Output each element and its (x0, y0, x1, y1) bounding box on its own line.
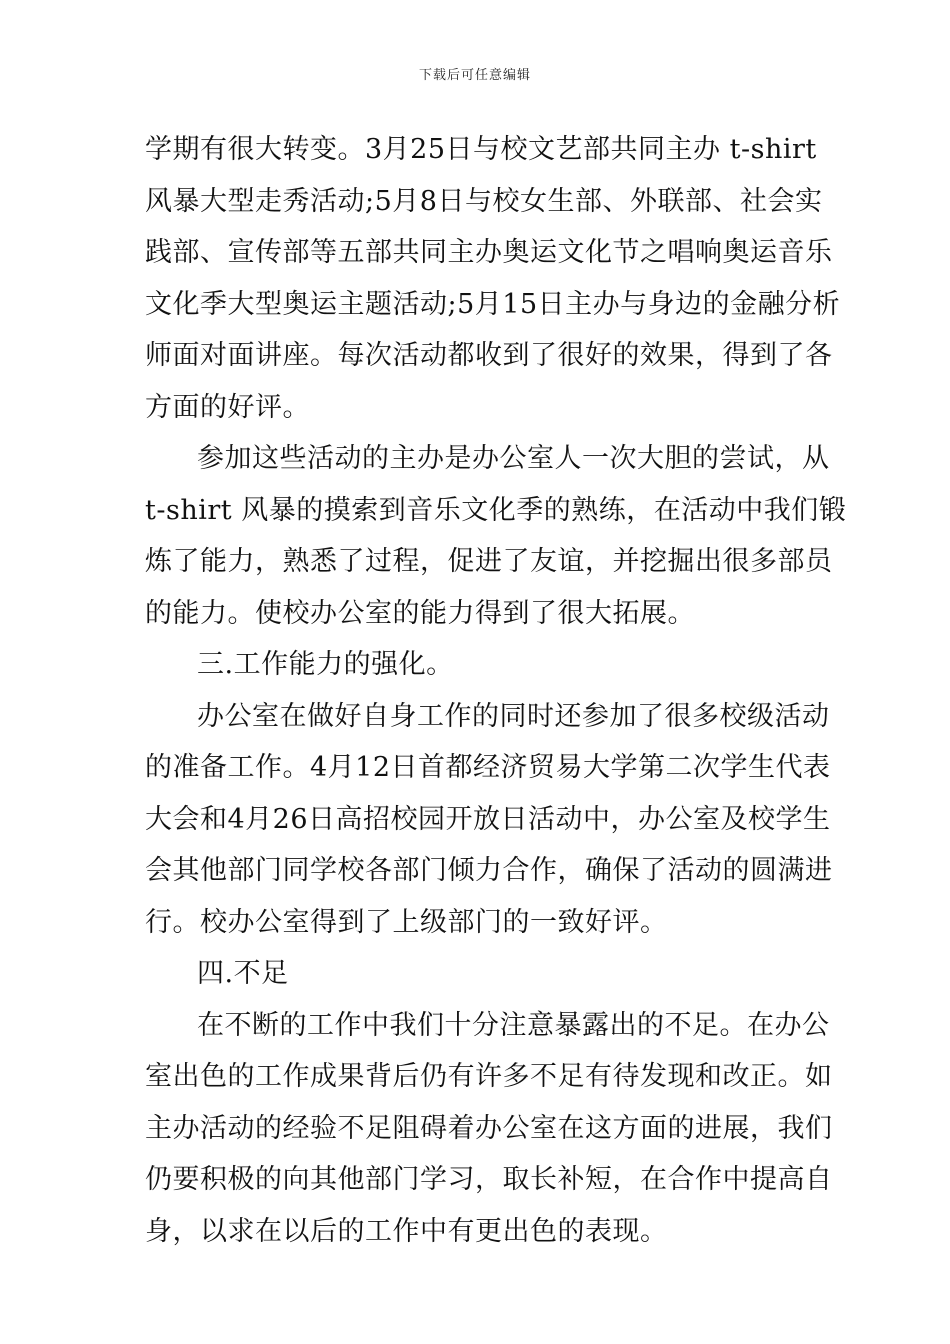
paragraph-line: 的能力。使校办公室的能力得到了很大拓展。 (145, 597, 695, 629)
paragraph-line: 方面的好评。 (145, 391, 310, 423)
paragraph-first-line: 办公室在做好自身工作的同时还参加了很多校级活动 (197, 700, 830, 732)
paragraph-line: 师面对面讲座。每次活动都收到了很好的效果，得到了各 (145, 340, 833, 371)
paragraph-first-line: 在不断的工作中我们十分注意暴露出的不足。在办公 (197, 1009, 830, 1041)
section-heading: 四.不足 (197, 958, 289, 989)
paragraph-line: 的准备工作。4月12日首都经济贸易大学第二次学生代表 (145, 752, 831, 783)
paragraph-line: 文化季大型奥运主题活动;5月15日主办与身边的金融分析 (145, 288, 841, 320)
paragraph-line: 仍要积极的向其他部门学习，取长补短，在合作中提高自 (145, 1164, 833, 1195)
paragraph-line: 室出色的工作成果背后仍有许多不足有待发现和改正。如 (145, 1061, 833, 1092)
paragraph-line: 主办活动的经验不足阻碍着办公室在这方面的进展，我们 (145, 1112, 833, 1144)
paragraph-line: 学期有很大转变。3月25日与校文艺部共同主办 t-shirt (145, 134, 817, 165)
paragraph-line: 身，以求在以后的工作中有更出色的表现。 (145, 1215, 668, 1247)
paragraph-line: 践部、宣传部等五部共同主办奥运文化节之唱响奥运音乐 (145, 237, 833, 268)
page-header: 下载后可任意编辑 (418, 68, 531, 83)
document-body (145, 124, 847, 1257)
paragraph-line: t-shirt 风暴的摸索到音乐文化季的熟练，在活动中我们锻 (145, 494, 847, 526)
paragraph-line: 大会和4月26日高招校园开放日活动中，办公室及校学生 (145, 803, 831, 835)
paragraph-line: 会其他部门同学校各部门倾力合作，确保了活动的圆满进 (145, 855, 833, 886)
paragraph-line: 风暴大型走秀活动;5月8日与校女生部、外联部、社会实 (145, 185, 823, 217)
paragraph-line: 炼了能力，熟悉了过程，促进了友谊，并挖掘出很多部员 (145, 546, 833, 577)
section-heading: 三.工作能力的强化。 (197, 649, 454, 680)
paragraph-line: 行。校办公室得到了上级部门的一致好评。 (145, 906, 668, 938)
paragraph-first-line: 参加这些活动的主办是办公室人一次大胆的尝试，从 (197, 443, 830, 474)
